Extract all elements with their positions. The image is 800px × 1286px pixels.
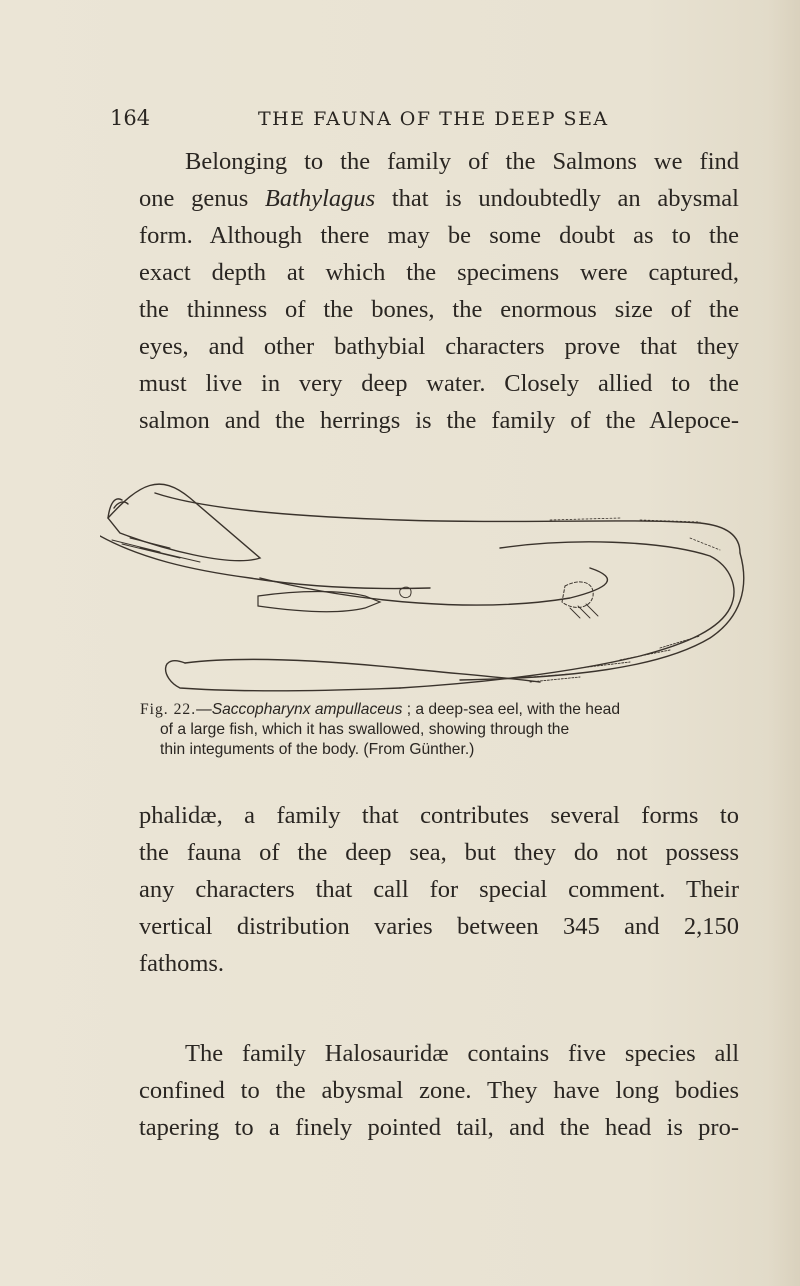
species-name: Saccopharynx ampullaceus — [211, 701, 403, 718]
paragraph-halosauridae — [139, 1035, 739, 1146]
text-line: form. Although there may be some doubt as to the — [139, 222, 739, 249]
page-number: 164 — [110, 106, 151, 130]
text-line: The family Halosauridæ contains five species all — [185, 1040, 739, 1067]
text-line: Belonging to the family of the Salmons we find — [185, 148, 739, 175]
caption-line: Fig. 22.—Saccopharynx ampullaceus ; a deep-sea eel, with the head — [140, 701, 620, 718]
eel-ventral-hatching — [520, 636, 700, 682]
text-line: phalidæ, a family that contributes several forms to — [139, 802, 739, 829]
text-line: confined to the abysmal zone. They have long bodies — [139, 1077, 739, 1104]
text-line: salmon and the herrings is the family of the Alepoce- — [139, 407, 739, 434]
text-line: the thinness of the bones, the enormous size of the — [139, 296, 739, 323]
eel-stomach-lower — [260, 568, 607, 605]
running-head-title: THE FAUNA OF THE DEEP SEA — [258, 108, 609, 130]
text-line: eyes, and other bathybial characters prove that they — [139, 333, 739, 360]
text-run: that is undoubtedly an abysmal — [375, 185, 739, 212]
text-line: any characters that call for special comment. Their — [139, 876, 739, 903]
paragraph-alepocephalidae — [139, 797, 739, 982]
text-run: one genus — [139, 185, 265, 212]
caption-line: of a large fish, which it has swallowed, showing through the — [160, 721, 570, 738]
genus-name: Bathylagus — [264, 185, 376, 212]
caption-line: thin integuments of the body. (From Günther.) — [160, 741, 475, 758]
eel-body-upper — [460, 553, 744, 680]
figure-caption — [140, 700, 740, 760]
eel-stomach-upper — [500, 542, 734, 608]
text-line: exact depth at which the specimens were captured, — [139, 259, 739, 286]
eel-illustration — [100, 478, 770, 698]
eel-tail-upper — [185, 659, 540, 682]
caption-text: ; a deep-sea eel, with the head — [402, 701, 620, 718]
paragraph-bathylagus — [139, 143, 739, 439]
swallowed-fish-body — [258, 592, 380, 612]
text-line: vertical distribution varies between 345 and 2,150 — [139, 913, 739, 940]
text-line — [139, 180, 739, 217]
text-line: must live in very deep water. Closely allied to the — [139, 370, 739, 397]
swallowed-fish-head — [562, 582, 593, 607]
text-line: tapering to a finely pointed tail, and the head is pro- — [139, 1114, 739, 1141]
figure-label: Fig. 22. — [140, 701, 197, 718]
text-line: fathoms. — [139, 950, 225, 977]
eel-body-lower — [400, 608, 730, 688]
text-line: the fauna of the deep sea, but they do not possess — [139, 839, 739, 866]
eel-head-upper-jaw — [108, 484, 260, 561]
